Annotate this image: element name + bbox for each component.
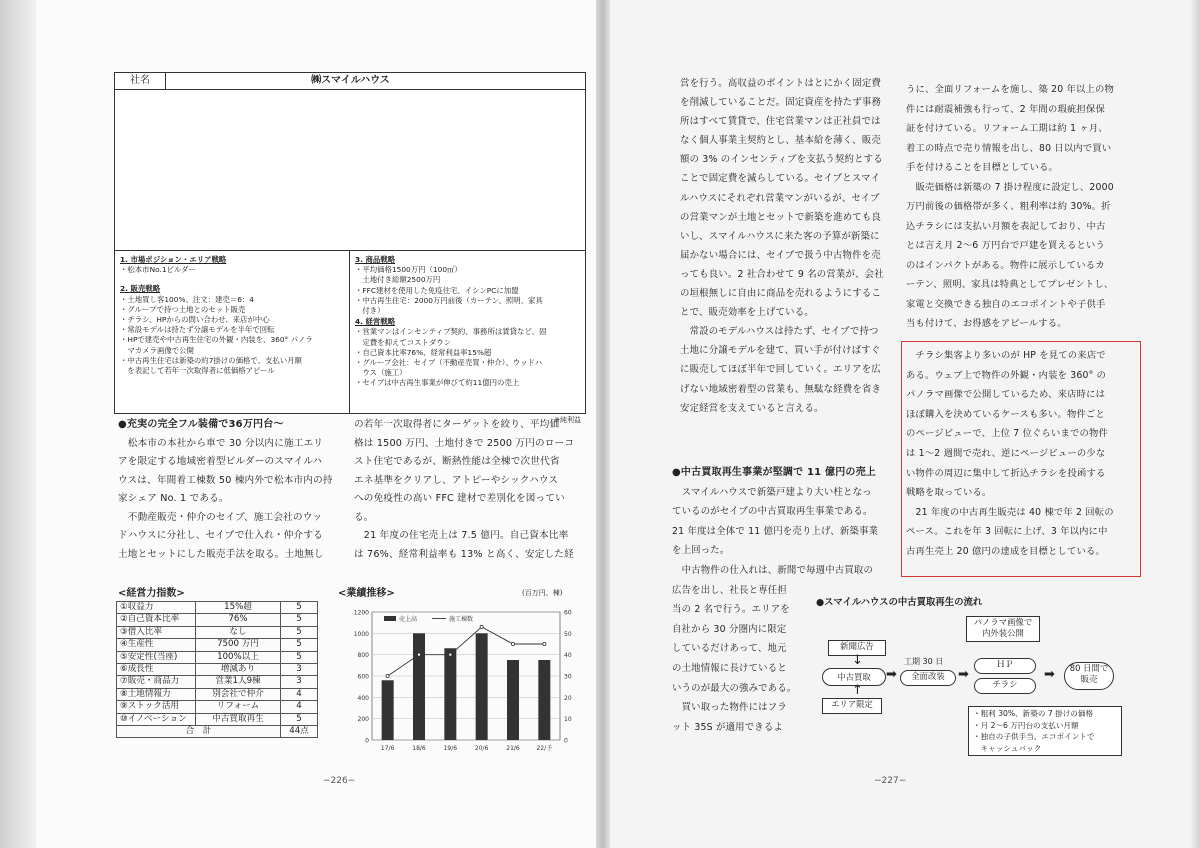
- legend-label: 施工棟数: [449, 616, 474, 623]
- management-index-table: [116, 601, 318, 738]
- index-name: ⑩イノベーション: [117, 713, 196, 725]
- y-tick-label: 1200: [353, 609, 369, 617]
- page-edge: [1190, 0, 1200, 848]
- strategy-col-left: [115, 251, 350, 413]
- renovation-box: 全面改装: [900, 670, 956, 686]
- table-row: [117, 664, 318, 676]
- text-line: スト住宅であるが、断熱性能は全棟で次世代省: [354, 456, 560, 467]
- text-line: 件には耐震補強も行って、2 年間の瑕疵担保保: [906, 103, 1106, 115]
- list-item: ・グループで持つ土地とのセット販売: [120, 304, 246, 314]
- newspaper-ad-box: 新聞広告: [828, 640, 886, 656]
- section-title: 1. 市場ポジション・エリア戦略: [120, 255, 227, 264]
- y2-tick-label: 30: [564, 673, 572, 681]
- hp-box: ＨＰ: [974, 658, 1036, 674]
- y2-tick-label: 50: [564, 630, 572, 638]
- chart-title: <業績推移>: [338, 588, 395, 599]
- text-line: ているのがセイブの中古買取再生事業である。: [672, 506, 873, 518]
- arrow-down-icon: ↓: [852, 653, 863, 668]
- text-line: 営を行う。高収益のポイントはとにかく固定費: [680, 78, 882, 89]
- text-line: のはインパクトがある。物件に展示しているカ: [906, 259, 1105, 271]
- text-line: 着工の時点で売り情報を出し、80 日以内で買い: [906, 142, 1112, 154]
- sale-box: 80 日間で 販売: [1064, 662, 1114, 690]
- list-item: ・セイブは中古再生事業が伸びて約11億円の売上: [355, 378, 520, 388]
- text-line: っても良い。2 社合わせて 9 名の営業が、会社: [680, 268, 884, 280]
- note-line: ・粗利 30%、新築の 7 掛けの価格: [973, 709, 1094, 718]
- index-value: リフォーム: [196, 701, 281, 713]
- text-line: 格は 1500 万円、土地付きで 2500 万円のローコ: [354, 437, 575, 449]
- index-value: なし: [196, 626, 281, 638]
- text-line: の営業マンが土地とセットで新築を進めても良: [680, 211, 882, 223]
- bar: [476, 633, 488, 740]
- index-value: 増減あり: [196, 664, 281, 676]
- text-line: 手を付けることを目標としている。: [906, 162, 1058, 173]
- text-line: 当の 2 名で行う。エリアを: [672, 604, 790, 616]
- note-line: ・独自の子供手当、エコポイントで: [973, 732, 1095, 741]
- table-row: [117, 713, 318, 725]
- legend-swatch-bar: [384, 616, 396, 621]
- area-limit-box: エリア限定: [822, 698, 882, 714]
- list-item: ・HPで建売や中古再生住宅の外観・内装を、360° パノラ: [120, 335, 313, 345]
- text-line: スマイルハウスで新築戸建より大い柱となっ: [672, 486, 872, 498]
- index-score: 5: [281, 713, 318, 725]
- index-name: ③借入比率: [117, 626, 196, 638]
- text-line: ウスは、年間着工棟数 50 棟内外で松本市内の持: [118, 474, 333, 486]
- index-score: 5: [281, 639, 318, 651]
- index-name: ⑥成長性: [117, 664, 196, 676]
- text-line: 広告を出し、社長と専任担: [672, 584, 787, 596]
- x-tick-label: 17/6: [380, 745, 395, 752]
- text-line: とで、販売効率を上げている。: [680, 307, 814, 319]
- text-line: しているだけあって、地元: [672, 643, 787, 655]
- section-title: 4. 経営戦略: [355, 317, 396, 327]
- notes-box: [968, 706, 1122, 756]
- index-name: ④生産性: [117, 639, 196, 651]
- list-item: ・中古再生住宅：2000万円前後（カーテン、照明、家具: [355, 295, 543, 305]
- arrow-right-icon: ➡: [958, 667, 969, 682]
- x-tick-label: 21/6: [506, 745, 520, 752]
- text-line: の土地情報に長けていると: [672, 662, 787, 674]
- flyer-box: チラシ: [974, 678, 1036, 694]
- table-row: [117, 701, 318, 713]
- text-line: 自社から 30 分圏内に限定: [672, 623, 787, 635]
- list-item: ・常設モデルは持たず分譲モデルを半年で回転: [120, 325, 275, 335]
- text-line: 松本市の本社から車で 30 分以内に施工エリ: [118, 437, 324, 449]
- list-item: を表記して若年一次取得者に低価格アピール: [120, 366, 275, 376]
- performance-chart: [338, 598, 590, 758]
- series-line: [388, 627, 545, 676]
- bar: [507, 660, 519, 740]
- text-line: る。: [354, 511, 374, 523]
- text-line: への免疫性の高い FFC 建材で差別化を図ってい: [354, 493, 565, 504]
- x-tick-label: 20/6: [474, 745, 489, 752]
- text-line: 家シェア No. 1 である。: [118, 493, 229, 504]
- y-tick-label: 800: [357, 652, 369, 660]
- index-score: 5: [281, 614, 318, 626]
- note-line: キャッシュバック: [973, 743, 1042, 753]
- index-score: 4: [281, 701, 318, 713]
- text-line: うに、全面リフォームを施し、築 20 年以上の物: [906, 84, 1115, 95]
- y-tick-label: 400: [357, 694, 369, 702]
- text-line: 証を付けている。リフォーム工期は約 1 ヶ月、: [906, 123, 1108, 134]
- text-line: 所はすべて賃貸で、住宅営業マンは正社員では: [680, 116, 881, 128]
- table-row: [117, 639, 318, 651]
- text-line: ほぼ購入を決めているケースも多い。物件ごと: [906, 408, 1105, 420]
- text-line: ット 35S が適用できるよ: [672, 721, 784, 733]
- index-value: 15%超: [196, 602, 281, 614]
- flow-title: ●スマイルハウスの中古買取再生の流れ: [816, 597, 983, 608]
- text-line: げない地域密着型の営業も、無駄な経費を省き: [680, 383, 882, 395]
- text-line: 中古物件の仕入れは、新聞で毎週中古買取の: [672, 564, 874, 576]
- index-score: 3: [281, 676, 318, 688]
- index-value: 中古買取再生: [196, 713, 281, 725]
- total-value: 44点: [281, 726, 318, 738]
- index-score: 4: [281, 688, 318, 700]
- table-row: [117, 651, 318, 663]
- period-label: 工期 30 日: [904, 657, 944, 666]
- total-label: 合 計: [117, 726, 281, 738]
- index-name: ⑤安定性(当座): [117, 651, 196, 663]
- x-tick-label: 19/6: [443, 745, 458, 752]
- page-number-left: −226−: [323, 776, 356, 786]
- legend-label: 売上高: [399, 616, 418, 623]
- index-value: 営業1人9棟: [196, 676, 281, 688]
- list-item: 定費を抑えてコストダウン: [355, 337, 452, 347]
- text-line: は 1～2 週間で売れ、逆にページビューの少な: [906, 447, 1106, 459]
- index-value: 別会社で仲介: [196, 688, 281, 700]
- index-name: ②自己資本比率: [117, 614, 196, 626]
- list-item: ・FFC建材を使用した免疫住宅、イシンPCに加盟: [355, 285, 519, 295]
- index-score: 3: [281, 664, 318, 676]
- x-tick-label: 18/6: [412, 745, 426, 752]
- line-point: [511, 642, 514, 645]
- left-article-col1: [118, 416, 350, 564]
- chart-unit-note: (百万円、棟): [522, 589, 563, 597]
- list-item: マカメラ画像で公開: [120, 345, 194, 355]
- list-item: ウス（施工）: [355, 368, 407, 378]
- line-point: [449, 653, 452, 656]
- article-heading: ●充実の完全フル装備で36万円台～: [118, 419, 284, 430]
- text-line: に販売してほぼ半年で回していく。エリアを広: [680, 364, 881, 376]
- bar: [444, 648, 456, 740]
- page-edge: [0, 0, 36, 848]
- right-article-col1: [680, 74, 898, 418]
- arrow-right-icon: ➡: [886, 667, 897, 682]
- index-value: 76%: [196, 614, 281, 626]
- index-score: 5: [281, 602, 318, 614]
- text-line: ルハウスにそれぞれ営業マンがいるが、セイブ: [680, 192, 880, 204]
- text-line: いし、スマイルハウスに来た客の予算が新築に: [680, 230, 880, 242]
- table-row: [117, 676, 318, 688]
- list-item: ・チラシ、HPからの問い合わせ、来店が中心: [120, 315, 270, 325]
- total-row: [117, 726, 318, 738]
- y2-tick-label: 10: [564, 716, 572, 724]
- bar: [382, 680, 394, 740]
- index-score: 5: [281, 651, 318, 663]
- text-line: 万円前後の価格帯が多く、粗利率は約 30%。折: [906, 201, 1111, 212]
- text-line: の垣根無しに自由に商品を売れるようにするこ: [680, 288, 882, 300]
- text-line: 不動産販売・仲介のセイブ、施工会社のウッ: [118, 511, 323, 523]
- text-line: 21 年度の中古再生販売は 40 棟で年 2 回転の: [906, 506, 1114, 518]
- text-line: 安定経営を支えていると言える。: [680, 402, 824, 414]
- strategy-grid: [115, 251, 585, 413]
- article-heading: ●中古買取再生事業が堅調で 11 億円の売上: [672, 467, 877, 478]
- company-profile-box: [114, 72, 586, 424]
- list-item: ・グループ会社：セイブ（不動産売買・仲介）、ウッドハ: [355, 358, 543, 368]
- text-line: 21 年度の住宅売上は 7.5 億円。自己資本比率: [354, 530, 569, 541]
- text-line: 当も付けて、お得感をアピールする。: [906, 318, 1067, 329]
- resale-flow-diagram: [808, 594, 1138, 764]
- text-line: ペース。これを年 3 回転に上げ、3 年以内に中: [906, 526, 1108, 538]
- buyback-box: 中古買取: [822, 668, 886, 686]
- text-line: 土地に分譲モデルを建て、買い手が付けばすぐ: [680, 345, 881, 357]
- y-tick-label: 0: [365, 737, 369, 745]
- table-row: [117, 614, 318, 626]
- company-name: ㈱スマイルハウス: [311, 75, 390, 86]
- highlighted-text: [906, 346, 1138, 562]
- index-name: ⑨ストック活用: [117, 701, 196, 713]
- text-line: 買い取った物件にはフラ: [672, 702, 787, 714]
- text-line: 額の 3% のインセンティブを支払う契約とする: [680, 154, 883, 166]
- index-table-title: <経営力指数>: [118, 588, 185, 599]
- footnote: ※純利益: [554, 416, 581, 424]
- text-line: チラシ集客より多いのが HP を見ての来店で: [906, 350, 1106, 361]
- y-tick-label: 600: [357, 673, 369, 681]
- section-title: 2. 販売戦略: [120, 284, 161, 294]
- text-line: 家電と交換できる独自のエコポイントや子供手: [906, 298, 1106, 310]
- list-item: ・平均価格1500万円（100㎡）: [355, 265, 462, 275]
- panorama-box: パノラマ画像で 内外装公開: [966, 616, 1040, 642]
- text-line: を削減していることだ。固定資産を持たず事務: [680, 97, 882, 109]
- y2-tick-label: 60: [564, 609, 572, 617]
- index-name: ⑦販売・商品力: [117, 676, 196, 688]
- text-line: の若年一次取得者にターゲットを絞り、平均価: [354, 419, 560, 430]
- line-point: [543, 642, 546, 645]
- text-line: 土地とセットにした販売手法を取る。土地無し: [118, 548, 324, 560]
- list-item: 土地付き総額2500万円: [355, 275, 441, 285]
- company-name-label: 社名: [115, 73, 166, 89]
- line-point: [417, 653, 420, 656]
- bar: [413, 633, 425, 740]
- text-line: ーテン、照明、家具は特典としてプレゼントし、: [906, 279, 1114, 290]
- left-article-col2: [354, 416, 586, 564]
- list-item: ・中古再生住宅は新築の約7掛けの価格で、支払い月額: [120, 355, 302, 365]
- text-line: を上回った。: [672, 545, 730, 557]
- text-line: 込チラシには支払い月額を表記しており、中古: [906, 220, 1106, 232]
- text-line: アを限定する地域密着型ビルダーのスマイルハ: [118, 456, 323, 467]
- note-line: ・月 2～6 万円台の支払い月額: [973, 720, 1079, 730]
- y2-tick-label: 20: [564, 694, 572, 702]
- text-line: のページビューで、上位 7 位ぐらいまでの物件: [906, 428, 1108, 440]
- text-line: パノラマ画像で公開しているため、来店時には: [906, 389, 1106, 401]
- right-article-col2: [906, 80, 1138, 334]
- text-line: とは言え月 2～6 万円台で戸建を買えるという: [906, 240, 1105, 251]
- y2-tick-label: 0: [564, 737, 568, 745]
- y2-tick-label: 40: [564, 652, 572, 660]
- list-item: 付き）: [355, 306, 385, 316]
- text-line: 21 年度は全体で 11 億円を売り上げ、新築事業: [672, 525, 879, 537]
- page-number-right: −227−: [874, 776, 907, 786]
- index-score: 5: [281, 626, 318, 638]
- text-line: 販売価格は新築の 7 掛け程度に設定し、2000: [906, 181, 1114, 193]
- text-line: い物件の周辺に集中して折込チラシを投函する: [906, 467, 1106, 479]
- section-title: 3. 商品戦略: [355, 255, 396, 264]
- bar: [538, 660, 550, 740]
- text-line: ことで固定費を減らしている。セイブとスマイ: [680, 173, 881, 185]
- y-tick-label: 200: [357, 716, 369, 724]
- table-row: [117, 602, 318, 614]
- text-line: いうのが最大の強みである。: [672, 682, 797, 694]
- text-line: エネ基準をクリアし、アトピーやシックハウス: [354, 474, 559, 486]
- arrow-right-icon: ➡: [1044, 667, 1055, 682]
- list-item: ・自己資本比率76%、経常利益率15%超: [355, 347, 492, 357]
- list-item: ・土地買し客100%、注文：建売＝6：4: [120, 294, 255, 304]
- strategy-col-right: [350, 251, 585, 413]
- list-item: ・営業マンはインセンティブ契約、事務所は賃貸など、固: [355, 327, 547, 337]
- text-line: ある。ウェブ上で物件の外観・内装を 360° の: [906, 369, 1107, 381]
- index-name: ①収益力: [117, 602, 196, 614]
- line-point: [386, 674, 389, 677]
- text-line: ドハウスに分社し、セイブで仕入れ・仲介する: [118, 530, 323, 541]
- index-value: 7500 万円: [196, 639, 281, 651]
- index-value: 100%以上: [196, 651, 281, 663]
- text-line: 戦略を取っている。: [906, 487, 992, 499]
- redacted-area: [115, 90, 585, 251]
- line-point: [480, 625, 483, 628]
- x-tick-label: 22/予: [536, 745, 553, 752]
- text-line: 常設のモデルハウスは持たず、セイブで持つ: [680, 326, 879, 338]
- text-line: なく個人事業主契約とし、基本給を薄く、販売: [680, 135, 881, 147]
- table-row: [117, 626, 318, 638]
- table-row: [117, 688, 318, 700]
- text-line: 古再生売上 20 億円の達成を目標としている。: [906, 545, 1105, 557]
- arrow-up-icon: ↑: [852, 683, 863, 698]
- text-line: 届かない場合には、セイブで扱う中古物件を売: [680, 249, 881, 261]
- list-item: ・松本市No.1ビルダー: [120, 265, 196, 275]
- text-line: は 76%、経常利益率も 13% と高く、安定した経: [354, 548, 574, 560]
- company-name-row: [115, 73, 585, 90]
- y-tick-label: 1000: [353, 630, 369, 638]
- index-name: ⑧土地情報力: [117, 688, 196, 700]
